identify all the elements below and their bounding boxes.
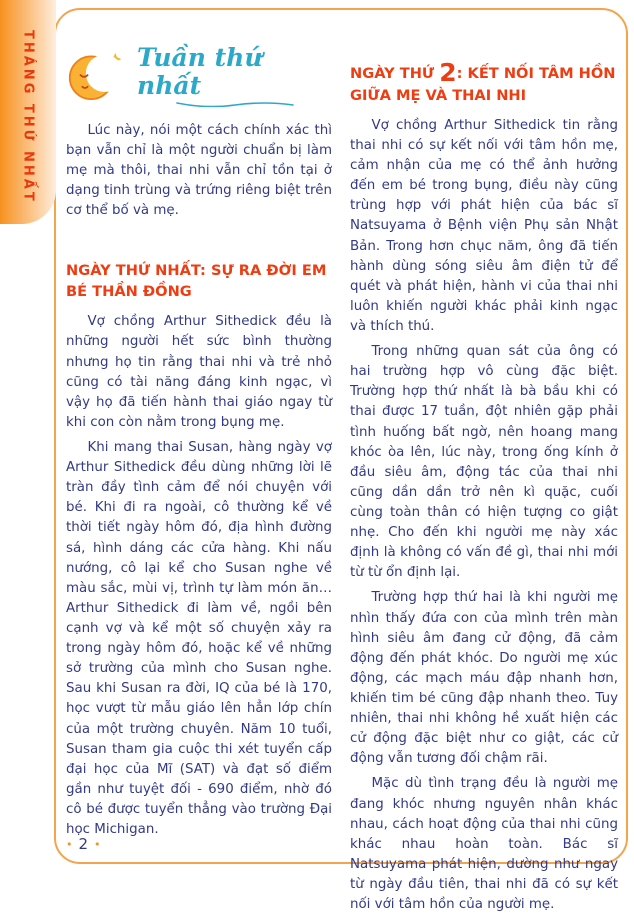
body-paragraph: Vợ chồng Arthur Sithedick đều là những người hết sức bình thường nhưng họ tin rằng thai nhi và trẻ nhỏ cũng có tài năng đáng kinh ngạc, vì vậy họ đã tiến hành thai giáo ngay từ khi con còn nằm trong bụng mẹ. bbox=[66, 314, 332, 430]
heading-prefix: NGÀY THỨ bbox=[350, 65, 440, 82]
chapter-tab bbox=[0, 0, 56, 224]
week-header bbox=[66, 44, 332, 107]
body-paragraph: Vợ chồng Arthur Sithedick tin rằng thai nhi có sự kết nối với tâm hồn mẹ, cảm nhận của mẹ có thể ảnh hưởng đến em bé trong bụng, điều này cũng trùng hợp với phát hiện của bác sĩ Natsuyama ở Bệnh viện Phụ sản Nhật Bản. Trong hơn chục năm, ông đã tiến hành dùng sóng siêu âm điện tử để quét và phát hiện, hành vi của thai nhi luôn khiến người khác phải kinh ngạc và thích thú. bbox=[350, 117, 618, 334]
week-title-flourish bbox=[175, 99, 295, 107]
right-column bbox=[350, 60, 618, 920]
body-paragraph: Trong những quan sát của ông có hai trường hợp vô cùng đặc biệt. Trường hợp thứ nhất là bà bầu khi có thai được 17 tuần, đột nhiên gặp phải tình huống bất ngờ, nên hoang mang khóc òa lên, lúc này, trong ống kính ở đầu siêu âm, động tác của thai nhi cũng dần dần trở nên kì quặc, cuối cùng toàn thân có hiện tượng co giật nhẹ. Cho đến khi người mẹ này xác định là không có vấn đề gì, thai nhi mới từ từ ổn định lại. bbox=[350, 344, 618, 581]
heading-day-number: 2 bbox=[439, 58, 457, 87]
heading-suffix: : KẾT NỐI TÂM HỒN GIỮA MẸ VÀ THAI NHI bbox=[350, 65, 616, 104]
section-heading-day1: NGÀY THỨ NHẤT: SỰ RA ĐỜI EM BÉ THẦN ĐỒNG bbox=[66, 261, 327, 301]
footer-right-dot: • bbox=[94, 837, 101, 851]
body-paragraph: Mặc dù tình trạng đều là người mẹ đang khóc nhưng nguyên nhân khác nhau, cách hoạt động của thai nhi cũng khác nhau hoàn toàn. Bác sĩ Natsuyama phát hiện, dường như ngay từ ngày đầu tiên, thai nhi đã có sự kết nối với tâm hồn của người mẹ. bbox=[350, 776, 618, 913]
page-footer bbox=[66, 835, 101, 853]
moon-icon bbox=[68, 47, 125, 105]
page-number: 2 bbox=[78, 835, 89, 853]
week-title: Tuần thứ nhất bbox=[137, 43, 263, 100]
intro-paragraph: Lúc này, nói một cách chính xác thì bạn vẫn chỉ là một người chuẩn bị làm mẹ mà thôi, thai nhi vẫn chỉ tồn tại ở dạng tinh trùng và trứng riêng biệt trên cơ thể bố và mẹ. bbox=[66, 123, 332, 219]
chapter-tab-label: THÁNG THỨ NHẤT bbox=[20, 30, 36, 204]
body-paragraph: Trường hợp thứ hai là khi người mẹ nhìn thấy đứa con của mình trên màn hình siêu âm đang cử động, đã cảm động đến phát khóc. Do người mẹ xúc động, các mạch máu đập nhanh hơn, khiến tim bé cũng đập nhanh theo. Tuy nhiên, thai nhi không hề xuất hiện các cử động đặc biệt như co giật, các cử động vẫn tương đối chậm rãi. bbox=[350, 590, 618, 767]
body-paragraph: Khi mang thai Susan, hàng ngày vợ Arthur Sithedick đều dùng những lời lẽ tràn đầy tình cảm để nói chuyện với bé. Khi đi ra ngoài, cô thường kể về thời tiết ngày hôm đó, địa hình đường sá, hình dáng các cửa hàng. Khi nấu nướng, cô lại kể cho Susan nghe về màu sắc, mùi vị, trình tự làm món ăn… Arthur Sithedick đi làm về, ngồi bên cạnh vợ và kể một số chuyện xảy ra trong ngày hôm đó, hoặc kể về những sở trường của mình cho Susan nghe. Sau khi Susan ra đời, IQ của bé là 170, học vượt từ mẫu giáo lên hẳn lớp chín của một trường chuyên. Năm 10 tuổi, Susan tham gia cuộc thi xét tuyển cấp đại học của Mĩ (SAT) và đạt số điểm gần như tuyệt đối - 690 điểm, nhờ đó cô bé được tuyển thẳng vào trường Đại học Michigan. bbox=[66, 439, 332, 838]
footer-left-dot: • bbox=[66, 837, 73, 851]
section-heading-day2 bbox=[350, 60, 618, 107]
left-column bbox=[66, 44, 332, 845]
